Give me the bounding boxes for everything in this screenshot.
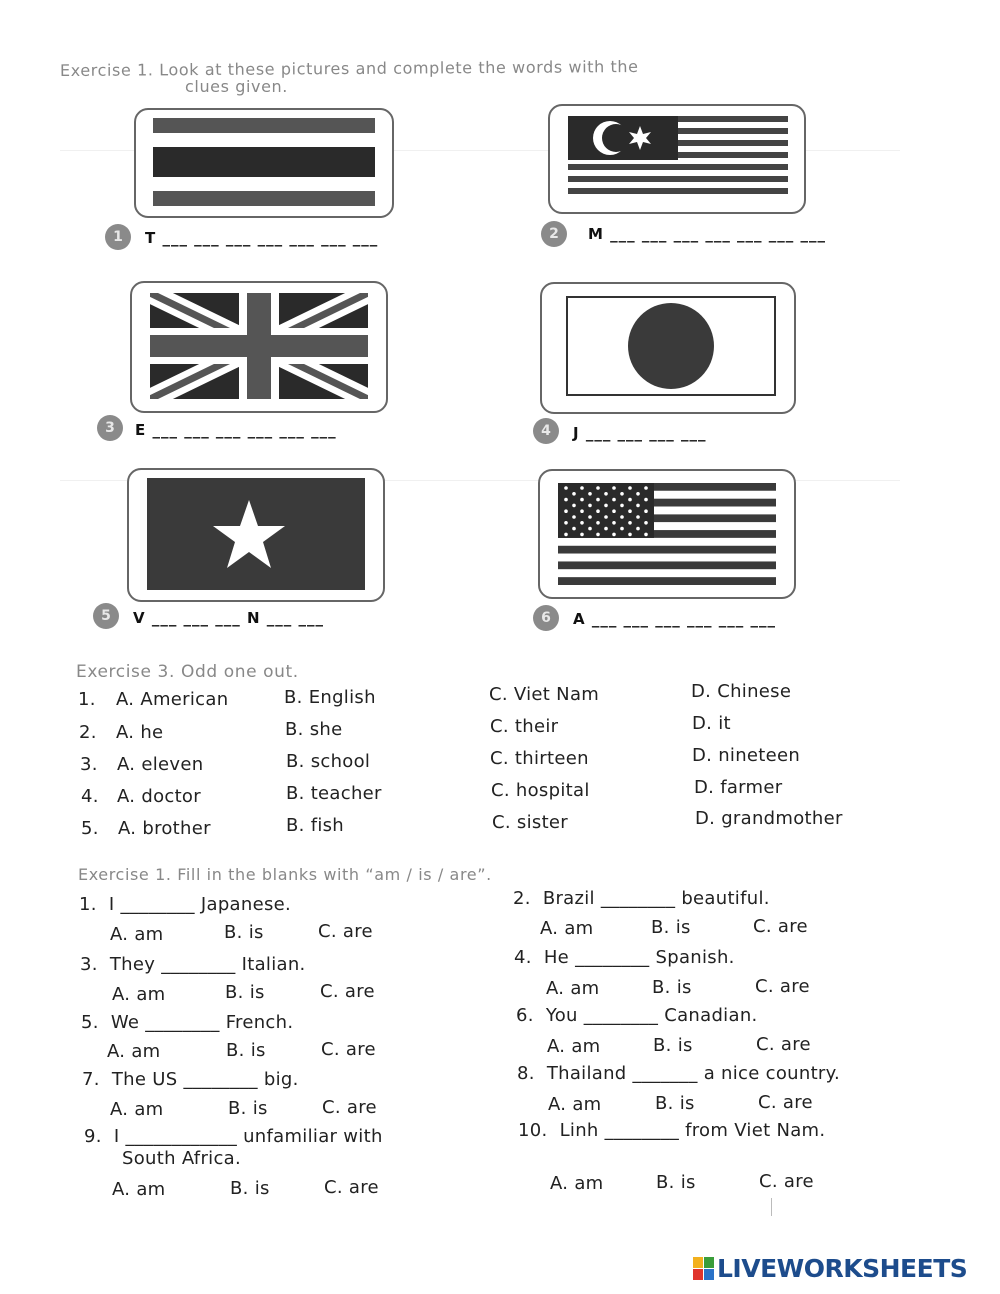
answer-option-c: C. are — [322, 1097, 377, 1118]
answer-option-a: A. am — [540, 918, 594, 939]
answer-option-a: A. am — [112, 1179, 166, 1200]
answer-option-a: A. am — [112, 984, 166, 1005]
option-c: C. hospital — [491, 780, 590, 801]
question-9: 9. I ____________ unfamiliar with — [84, 1126, 383, 1147]
usa-flag-icon — [558, 483, 776, 585]
answer-option-b: B. is — [226, 1040, 266, 1061]
clue-6: A ___ ___ ___ ___ ___ ___ — [573, 610, 776, 628]
answer-option-b: B. is — [224, 922, 264, 943]
question-1: 1. I ________ Japanese. — [79, 894, 292, 915]
answer-option-c: C. are — [753, 916, 808, 937]
japan-flag-icon — [566, 296, 776, 396]
list-item-number: 2. — [79, 722, 97, 743]
list-item-number: 1. — [78, 689, 96, 710]
question-4: 4. He ________ Spanish. — [514, 947, 735, 968]
exercise-title-cont: clues given. — [185, 77, 288, 96]
answer-option-a: A. am — [107, 1041, 161, 1062]
answer-option-c: C. are — [318, 921, 373, 942]
option-a: A. American — [116, 689, 229, 710]
list-item-number: 4. — [81, 786, 99, 807]
option-d: D. farmer — [694, 777, 783, 798]
question-7: 7. The US ________ big. — [82, 1069, 299, 1090]
scan-artifact — [771, 1198, 772, 1216]
answer-option-c: C. are — [758, 1092, 813, 1113]
number-badge: 1 — [105, 224, 131, 250]
number-badge: 4 — [533, 418, 559, 444]
number-badge: 3 — [97, 415, 123, 441]
question-9-continued: South Africa. — [122, 1148, 241, 1169]
answer-option-b: B. is — [655, 1093, 695, 1114]
option-d: D. Chinese — [691, 681, 792, 702]
option-a: A. brother — [118, 818, 211, 839]
malaysia-flag-icon — [568, 116, 788, 200]
liveworksheets-logo[interactable] — [693, 1254, 967, 1283]
answer-option-b: B. is — [653, 1035, 693, 1056]
option-c: C. Viet Nam — [489, 684, 600, 705]
option-d: D. it — [692, 713, 731, 734]
question-2: 2. Brazil ________ beautiful. — [513, 888, 770, 909]
clue-1: T ___ ___ ___ ___ ___ ___ ___ — [145, 229, 379, 247]
question-10: 10. Linh ________ from Viet Nam. — [518, 1120, 826, 1141]
option-b: B. English — [284, 687, 376, 708]
exercise-title: Exercise 1. Look at these pictures and complete the words with the — [59, 56, 639, 81]
answer-option-c: C. are — [756, 1034, 811, 1055]
answer-option-c: C. are — [321, 1039, 376, 1060]
option-a: A. eleven — [117, 754, 204, 775]
question-6: 6. You ________ Canadian. — [516, 1005, 758, 1026]
list-item-number: 5. — [81, 818, 99, 839]
answer-option-b: B. is — [651, 917, 691, 938]
answer-option-a: A. am — [550, 1173, 604, 1194]
option-c: C. sister — [492, 812, 569, 833]
liveworksheets-logo-icon — [693, 1257, 715, 1281]
option-a: A. he — [116, 722, 164, 743]
thailand-flag-icon — [153, 118, 375, 206]
answer-option-c: C. are — [755, 976, 810, 997]
exercise-title: Exercise 1. Fill in the blanks with “am / is / are”. — [78, 865, 492, 884]
answer-option-a: A. am — [110, 924, 164, 945]
answer-option-a: A. am — [547, 1036, 601, 1057]
viet-nam-flag-icon — [147, 478, 365, 590]
answer-option-a: A. am — [110, 1099, 164, 1120]
option-d: D. nineteen — [692, 745, 801, 766]
number-badge: 2 — [541, 221, 567, 247]
option-d: D. grandmother — [695, 808, 843, 829]
flag-card-3 — [130, 281, 388, 413]
flag-card-2 — [548, 104, 806, 214]
number-badge: 6 — [533, 605, 559, 631]
answer-option-b: B. is — [225, 982, 265, 1003]
question-8: 8. Thailand _______ a nice country. — [517, 1063, 841, 1084]
answer-option-b: B. is — [228, 1098, 268, 1119]
answer-option-c: C. are — [320, 981, 375, 1002]
option-c: C. thirteen — [490, 748, 589, 769]
option-a: A. doctor — [117, 786, 201, 807]
option-b: B. school — [286, 751, 371, 772]
question-5: 5. We ________ French. — [81, 1012, 294, 1033]
flag-card-6 — [538, 469, 796, 599]
flag-card-5 — [127, 468, 385, 602]
list-item-number: 3. — [80, 754, 98, 775]
option-c: C. their — [490, 716, 559, 737]
answer-option-b: B. is — [652, 977, 692, 998]
answer-option-c: C. are — [759, 1171, 814, 1192]
answer-option-a: A. am — [546, 978, 600, 999]
answer-option-a: A. am — [548, 1094, 602, 1115]
option-b: B. fish — [286, 815, 345, 836]
clue-4: J ___ ___ ___ ___ — [573, 424, 707, 442]
question-3: 3. They ________ Italian. — [80, 954, 306, 975]
answer-option-c: C. are — [324, 1177, 379, 1198]
option-b: B. she — [285, 719, 343, 740]
answer-option-b: B. is — [230, 1178, 270, 1199]
number-badge: 5 — [93, 603, 119, 629]
flag-card-4 — [540, 282, 796, 414]
clue-5: V ___ ___ ___ N ___ ___ — [133, 609, 325, 627]
liveworksheets-brand: LIVEWORKSHEETS — [717, 1254, 968, 1283]
united-kingdom-flag-icon — [150, 293, 368, 399]
option-b: B. teacher — [286, 783, 382, 804]
clue-3: E ___ ___ ___ ___ ___ ___ — [135, 421, 337, 439]
answer-option-b: B. is — [656, 1172, 696, 1193]
exercise-title: Exercise 3. Odd one out. — [76, 662, 299, 682]
flag-card-1 — [134, 108, 394, 218]
clue-2: M ___ ___ ___ ___ ___ ___ ___ — [588, 225, 826, 243]
